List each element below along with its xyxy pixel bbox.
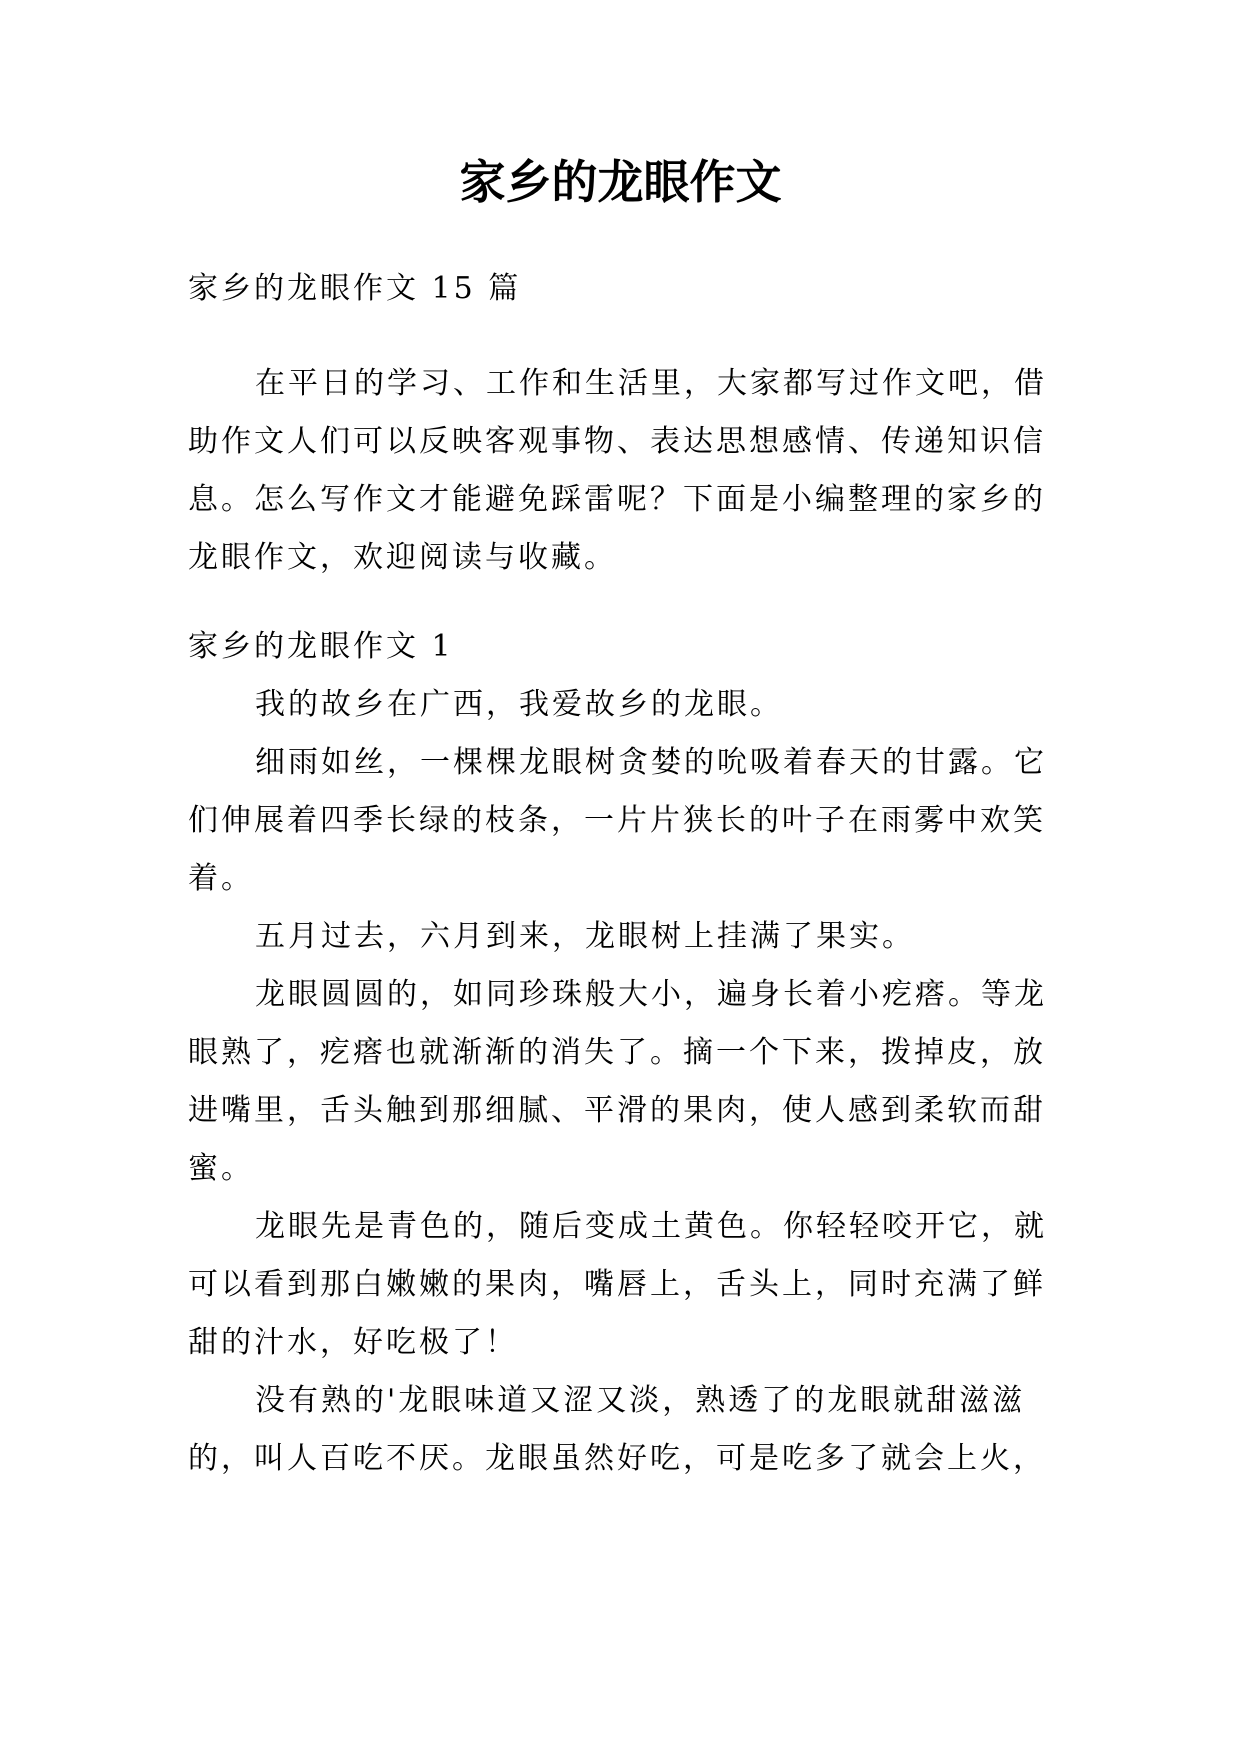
text-line: 着。: [188, 861, 254, 896]
text-line: 龙眼圆圆的，如同珍珠般大小，遍身长着小疙瘩。等龙: [255, 977, 1047, 1012]
text-line: 的，叫人百吃不厌。龙眼虽然好吃，可是吃多了就会上火，: [188, 1441, 1046, 1476]
text-line: 助作文人们可以反映客观事物、表达思想感情、传递知识信: [188, 424, 1046, 459]
text-line: 息。怎么写作文才能避免踩雷呢？下面是小编整理的家乡的: [188, 482, 1046, 517]
text-line: 龙眼先是青色的，随后变成土黄色。你轻轻咬开它，就: [255, 1209, 1047, 1244]
essay-body: [188, 676, 1070, 1488]
document-subtitle: 家乡的龙眼作文 15 篇: [188, 271, 522, 306]
intro-paragraph: [188, 355, 1070, 587]
text-line: 眼熟了，疙瘩也就渐渐的消失了。摘一个下来，拨掉皮，放: [188, 1035, 1046, 1070]
text-line: 龙眼作文，欢迎阅读与收藏。: [188, 540, 617, 575]
text-line: 我的故乡在广西，我爱故乡的龙眼。: [255, 687, 783, 722]
text-line: 们伸展着四季长绿的枝条，一片片狭长的叶子在雨雾中欢笑: [188, 803, 1046, 838]
text-line: 细雨如丝，一棵棵龙眼树贪婪的吮吸着春天的甘露。它: [255, 745, 1047, 780]
text-line: 没有熟的'龙眼味道又涩又淡，熟透了的龙眼就甜滋滋: [255, 1383, 1026, 1418]
text-line: 五月过去，六月到来，龙眼树上挂满了果实。: [255, 919, 915, 954]
text-line: 可以看到那白嫩嫩的果肉，嘴唇上，舌头上，同时充满了鲜: [188, 1267, 1046, 1302]
document-title: 家乡的龙眼作文: [459, 155, 782, 209]
text-line: 蜜。: [188, 1151, 254, 1186]
text-line: 甜的汁水，好吃极了！: [188, 1325, 518, 1360]
section-heading: 家乡的龙眼作文 1: [188, 629, 454, 664]
text-line: 进嘴里，舌头触到那细腻、平滑的果肉，使人感到柔软而甜: [188, 1093, 1046, 1128]
text-line: 在平日的学习、工作和生活里，大家都写过作文吧，借: [255, 366, 1047, 401]
